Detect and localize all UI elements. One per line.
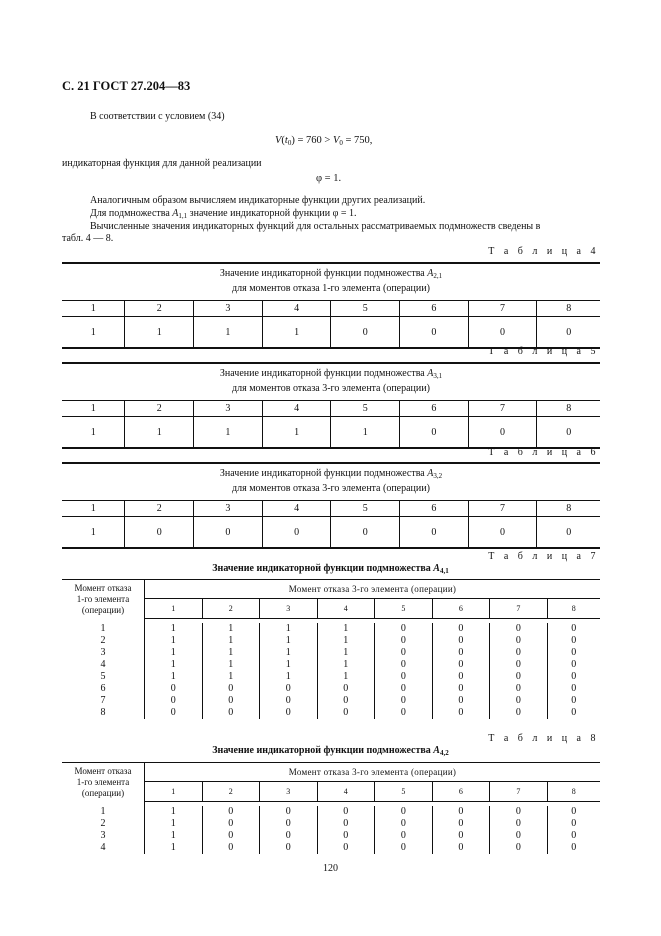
table-5-title-set: A	[427, 368, 434, 379]
table-7-cell: 0	[432, 659, 490, 671]
table-4-cell: 0	[537, 317, 600, 349]
table-8-col-header: 6	[432, 782, 490, 802]
table-6-title-line-2: для моментов отказа 3-го элемента (операции)	[232, 482, 430, 494]
table-5-col-header: 8	[537, 401, 600, 417]
formula-1-tail: = 750,	[342, 135, 373, 146]
table-7-cell: 0	[260, 683, 318, 695]
table-8-title-text: Значение индикаторной функции подмножества	[212, 745, 434, 756]
table-7-group-header: Момент отказа 3-го элемента (операции)	[145, 580, 601, 599]
table-8-cell: 0	[317, 818, 375, 830]
paragraph-2	[90, 208, 356, 220]
table-5-cell: 0	[400, 417, 469, 449]
formula-1-arg-sub: 0	[287, 139, 292, 147]
table-7-row-number: 2	[62, 635, 145, 647]
page-header: С. 21 ГОСТ 27.204—83	[62, 79, 191, 93]
table-7-row	[62, 683, 600, 695]
table-6-cell: 0	[262, 517, 331, 549]
table-6-col-header: 1	[62, 501, 125, 517]
table-5-cell: 1	[194, 417, 263, 449]
table-7-row-number: 5	[62, 671, 145, 683]
table-7-cell: 0	[490, 635, 548, 647]
table-7-cell: 0	[490, 647, 548, 659]
table-7-cell: 1	[170, 623, 176, 634]
table-7-cell: 1	[260, 623, 318, 635]
table-7-title	[0, 563, 661, 575]
table-8-cell: 0	[202, 842, 260, 854]
paragraph-3-line-2: табл. 4 — 8.	[62, 233, 114, 244]
table-7-cell: 0	[547, 623, 600, 635]
table-7-row	[62, 695, 600, 707]
table-7-cell: 0	[375, 635, 433, 647]
table-7-cell: 0	[547, 659, 600, 671]
table-7-cell: 0	[375, 623, 433, 635]
table-4-cell: 0	[400, 317, 469, 349]
table-5-title	[62, 363, 600, 401]
indicator-text: индикаторная функция для данной реализации	[62, 158, 262, 169]
table-7-cell: 0	[432, 707, 490, 719]
table-8-col-header: 1	[145, 782, 203, 802]
table-7-cell: 1	[202, 623, 260, 635]
table-7-cell: 0	[490, 707, 548, 719]
table-5-cell: 1	[262, 417, 331, 449]
table-7-title-set: A	[433, 563, 440, 574]
table-7-cell: 0	[375, 647, 433, 659]
table-8-row-label-line: Момент отказа	[74, 765, 132, 776]
table-8-title-sub: 4,2	[439, 749, 449, 757]
table-8-cell: 1	[170, 830, 176, 841]
table-5-cell: 1	[125, 417, 194, 449]
table-8-col-header: 3	[260, 782, 318, 802]
table-7-col-header: 1	[145, 599, 203, 619]
table-7-title-sub: 4,1	[439, 567, 449, 575]
table-7-cell: 0	[490, 683, 548, 695]
table-4-cell: 1	[262, 317, 331, 349]
table-8-group-header: Момент отказа 3-го элемента (операции)	[145, 763, 601, 782]
table-7-cell: 1	[170, 635, 176, 646]
table-7-cell: 0	[432, 671, 490, 683]
paragraph-3-line-1: Вычисленные значения индикаторных функций для остальных рассматриваемых подмножеств сведены в	[90, 221, 541, 232]
table-7-col-header: 8	[547, 599, 600, 619]
table-8-row	[62, 842, 600, 854]
table-5-col-header: 3	[194, 401, 263, 417]
table-8-cell: 0	[260, 818, 318, 830]
table-8-row-label	[62, 763, 145, 802]
table-7-cell: 1	[260, 647, 318, 659]
table-7-cell: 0	[260, 695, 318, 707]
paragraph-2-sub: 1,1	[178, 212, 188, 220]
paragraph-2-post: значение индикаторной функции φ = 1.	[187, 208, 357, 219]
table-6-title-text: Значение индикаторной функции подмножества	[219, 468, 428, 479]
formula-1-arg: t	[284, 135, 288, 146]
table-7-cell: 0	[490, 659, 548, 671]
table-8-row	[62, 830, 600, 842]
table-8-cell: 0	[432, 806, 490, 818]
table-7-cell: 1	[317, 623, 375, 635]
table-8-cell: 0	[547, 842, 600, 854]
table-4-caption: Т а б л и ц а 4	[488, 246, 599, 257]
table-6-title-set: A	[427, 468, 434, 479]
table-7-cell: 0	[317, 695, 375, 707]
table-7-cell: 0	[375, 671, 433, 683]
table-5-cell: 0	[537, 417, 600, 449]
table-6-col-header: 3	[194, 501, 263, 517]
table-8-cell: 1	[170, 818, 176, 829]
table-8-cell: 0	[375, 830, 433, 842]
table-7-cell: 1	[317, 647, 375, 659]
table-7-cell: 0	[260, 707, 318, 719]
table-7-cell: 0	[432, 695, 490, 707]
table-8-caption: Т а б л и ц а 8	[488, 733, 599, 744]
formula-1-lhs: V	[275, 135, 282, 146]
table-7-row	[62, 671, 600, 683]
table-7-row	[62, 635, 600, 647]
table-6-cell: 0	[537, 517, 600, 549]
table-8	[62, 762, 600, 854]
table-8-col-header: 8	[547, 782, 600, 802]
table-7-cell: 0	[202, 695, 260, 707]
table-7-cell: 0	[547, 647, 600, 659]
table-8-row	[62, 818, 600, 830]
table-5-col-header: 6	[400, 401, 469, 417]
table-7-cell: 0	[317, 707, 375, 719]
table-7-cell: 0	[375, 683, 433, 695]
table-6-col-header: 7	[468, 501, 537, 517]
table-6-cell: 0	[125, 517, 194, 549]
table-8-cell: 0	[317, 842, 375, 854]
table-7-row	[62, 659, 600, 671]
table-8-cell: 0	[260, 842, 318, 854]
table-8-row-number: 2	[62, 818, 145, 830]
table-7-cell: 0	[432, 635, 490, 647]
table-7-cell: 0	[490, 623, 548, 635]
table-7-cell: 1	[202, 647, 260, 659]
table-6-col-header: 6	[400, 501, 469, 517]
table-6-cell: 0	[331, 517, 400, 549]
table-8-cell: 0	[202, 818, 260, 830]
table-8-cell: 0	[490, 818, 548, 830]
table-7-cell: 1	[202, 671, 260, 683]
table-7-row-number: 7	[62, 695, 145, 707]
page-number: 120	[323, 863, 338, 874]
table-7-cell: 0	[202, 707, 260, 719]
table-5-cell: 1	[331, 417, 400, 449]
table-7-row-number: 1	[62, 623, 145, 635]
table-8-col-header: 5	[375, 782, 433, 802]
table-7-row-label-line: Момент отказа	[74, 582, 132, 593]
table-7-row-number: 6	[62, 683, 145, 695]
table-7-row-number: 3	[62, 647, 145, 659]
table-5-title-text: Значение индикаторной функции подмножества	[219, 368, 428, 379]
table-8-cell: 0	[490, 830, 548, 842]
formula-2: φ = 1.	[316, 173, 342, 184]
table-8-row	[62, 806, 600, 818]
table-4-col-header: 7	[468, 301, 537, 317]
table-7-cell: 0	[490, 695, 548, 707]
table-6-title	[62, 463, 600, 501]
table-7-cell: 0	[432, 647, 490, 659]
table-5-cell: 1	[62, 417, 125, 449]
table-4-title	[62, 263, 600, 301]
table-7-cell: 1	[317, 659, 375, 671]
table-7-cell: 0	[547, 635, 600, 647]
table-7-cell: 0	[490, 671, 548, 683]
table-4-col-header: 5	[331, 301, 400, 317]
table-7-cell: 0	[375, 659, 433, 671]
table-4	[62, 262, 600, 349]
table-7-row	[62, 623, 600, 635]
table-7-cell: 0	[547, 671, 600, 683]
table-5-col-header: 5	[331, 401, 400, 417]
table-7-cell: 1	[260, 635, 318, 647]
table-7-cell: 1	[260, 671, 318, 683]
table-8-cell: 0	[202, 806, 260, 818]
table-6-col-header: 8	[537, 501, 600, 517]
table-8-cell: 1	[170, 806, 176, 817]
table-5-col-header: 7	[468, 401, 537, 417]
table-4-col-header: 8	[537, 301, 600, 317]
table-7-cell: 0	[547, 683, 600, 695]
table-6-cell: 1	[62, 517, 125, 549]
table-8-cell: 0	[432, 830, 490, 842]
table-7-row-label	[62, 580, 145, 619]
table-7-cell: 0	[547, 695, 600, 707]
table-7-row	[62, 707, 600, 719]
formula-1-mid: ) = 760 >	[291, 135, 333, 146]
table-6-cell: 0	[400, 517, 469, 549]
table-8-cell: 0	[547, 818, 600, 830]
table-7-cell: 0	[375, 707, 433, 719]
table-4-cell: 0	[331, 317, 400, 349]
table-5	[62, 362, 600, 449]
table-8-cell: 0	[260, 806, 318, 818]
table-8-cell: 1	[170, 842, 176, 853]
table-7-col-header: 6	[432, 599, 490, 619]
table-5-col-header: 4	[262, 401, 331, 417]
intro-text: В соответствии с условием (34)	[90, 111, 225, 122]
table-6	[62, 462, 600, 549]
table-7-cell: 0	[202, 683, 260, 695]
table-4-col-header: 3	[194, 301, 263, 317]
table-7-row	[62, 647, 600, 659]
table-7-row-number: 8	[62, 707, 145, 719]
paragraph-2-pre: Для подмножества	[90, 208, 173, 219]
table-7-row-number: 4	[62, 659, 145, 671]
table-7-row-label-line: 1-го элемента	[76, 593, 130, 604]
table-7-cell: 1	[317, 671, 375, 683]
table-5-caption: Т а б л и ц а 5	[488, 346, 599, 357]
table-7-cell: 0	[170, 683, 176, 694]
table-7-cell: 1	[170, 671, 176, 682]
table-7-cell: 1	[202, 635, 260, 647]
paragraph-1: Аналогичным образом вычисляем индикаторные функции других реализаций.	[90, 195, 426, 206]
table-8-cell: 0	[375, 806, 433, 818]
table-8-row-number: 1	[62, 806, 145, 818]
table-6-col-header: 2	[125, 501, 194, 517]
table-4-title-line-2: для моментов отказа 1-го элемента (операции)	[232, 282, 430, 294]
table-8-row-label-line: 1-го элемента	[76, 776, 130, 787]
table-6-cell: 0	[468, 517, 537, 549]
formula-1: $V(t_0) = 760 > V_0 = 750$,	[275, 135, 373, 147]
table-8-col-header: 2	[202, 782, 260, 802]
table-8-cell: 0	[375, 842, 433, 854]
table-8-row-label-line: (операции)	[81, 787, 125, 798]
table-4-col-header: 6	[400, 301, 469, 317]
table-7-cell: 0	[547, 707, 600, 719]
table-8-col-header: 7	[490, 782, 548, 802]
formula-1-rhs-sub: 0	[339, 139, 343, 147]
table-8-title-set: A	[433, 745, 440, 756]
table-7	[62, 579, 600, 719]
table-5-col-header: 1	[62, 401, 125, 417]
table-7-cell: 0	[170, 695, 176, 706]
table-7-col-header: 7	[490, 599, 548, 619]
table-6-col-header: 4	[262, 501, 331, 517]
table-7-cell: 0	[375, 695, 433, 707]
table-7-col-header: 5	[375, 599, 433, 619]
table-8-cell: 0	[490, 806, 548, 818]
paragraph-2-set: A	[172, 208, 179, 219]
table-8-cell: 0	[547, 806, 600, 818]
table-4-cell: 0	[468, 317, 537, 349]
table-8-cell: 0	[432, 842, 490, 854]
table-8-cell: 0	[260, 830, 318, 842]
table-4-cell: 1	[62, 317, 125, 349]
table-4-title-sub: 2,1	[433, 272, 443, 280]
table-7-caption: Т а б л и ц а 7	[488, 551, 599, 562]
table-7-cell: 1	[317, 635, 375, 647]
table-5-cell: 0	[468, 417, 537, 449]
table-8-cell: 0	[375, 818, 433, 830]
table-8-row-number: 3	[62, 830, 145, 842]
table-5-title-sub: 3,1	[433, 372, 443, 380]
table-7-cell: 0	[170, 707, 176, 718]
table-8-row-number: 4	[62, 842, 145, 854]
table-8-cell: 0	[547, 830, 600, 842]
table-8-cell: 0	[317, 806, 375, 818]
table-4-cell: 1	[125, 317, 194, 349]
table-4-title-text: Значение индикаторной функции подмножества	[219, 268, 428, 279]
table-4-col-header: 2	[125, 301, 194, 317]
table-7-title-text: Значение индикаторной функции подмножества	[212, 563, 434, 574]
table-6-title-sub: 3,2	[433, 472, 443, 480]
table-7-cell: 1	[170, 659, 176, 670]
table-7-cell: 1	[170, 647, 176, 658]
table-4-cell: 1	[194, 317, 263, 349]
table-5-col-header: 2	[125, 401, 194, 417]
table-7-cell: 0	[317, 683, 375, 695]
table-6-col-header: 5	[331, 501, 400, 517]
table-8-cell: 0	[490, 842, 548, 854]
table-8-cell: 0	[202, 830, 260, 842]
table-6-cell: 0	[194, 517, 263, 549]
table-7-row-label-line: (операции)	[81, 604, 125, 615]
table-8-cell: 0	[317, 830, 375, 842]
table-7-cell: 1	[260, 659, 318, 671]
table-7-cell: 0	[432, 623, 490, 635]
table-8-cell: 0	[432, 818, 490, 830]
table-4-col-header: 4	[262, 301, 331, 317]
table-7-cell: 1	[202, 659, 260, 671]
table-8-col-header: 4	[317, 782, 375, 802]
table-7-cell: 0	[432, 683, 490, 695]
formula-1-rhs: V	[332, 135, 340, 146]
table-8-title	[0, 745, 661, 757]
table-7-col-header: 2	[202, 599, 260, 619]
table-7-col-header: 3	[260, 599, 318, 619]
table-7-col-header: 4	[317, 599, 375, 619]
table-6-caption: Т а б л и ц а 6	[488, 447, 599, 458]
table-5-title-line-2: для моментов отказа 3-го элемента (операции)	[232, 382, 430, 394]
table-4-title-set: A	[427, 268, 434, 279]
table-4-col-header: 1	[62, 301, 125, 317]
